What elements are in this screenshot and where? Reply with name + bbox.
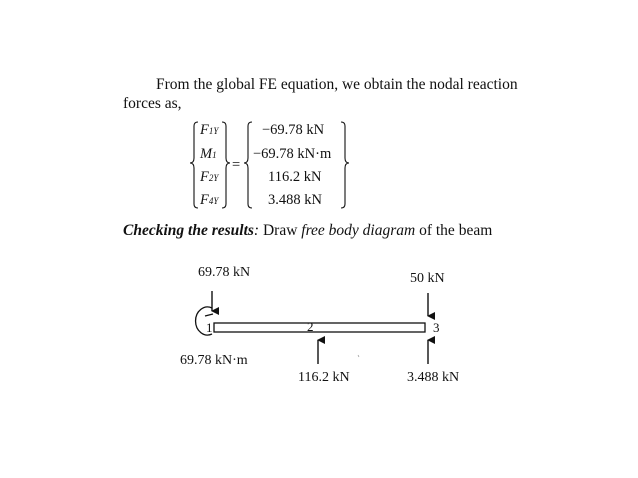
right-reaction-label: 3.488 kN xyxy=(407,370,460,385)
moment-label: 69.78 kN·m xyxy=(180,353,248,368)
intro-line-2: forces as, xyxy=(123,95,182,112)
fbd-phrase: free body diagram xyxy=(301,222,416,239)
beam xyxy=(214,323,425,332)
lhs-f2y: F2Y xyxy=(200,169,219,185)
left-force-label: 69.78 kN xyxy=(198,265,251,280)
rhs-value-3: 116.2 kN xyxy=(268,169,322,185)
lhs-right-brace xyxy=(222,122,230,208)
equals-sign: = xyxy=(232,157,241,173)
right-force-label: 50 kN xyxy=(410,271,445,286)
node-label-3: 3 xyxy=(433,320,440,335)
checking-lead: Checking the results xyxy=(123,222,254,239)
rhs-right-brace xyxy=(341,122,349,208)
rhs-left-brace xyxy=(244,122,252,208)
mid-reaction-label: 116.2 kN xyxy=(298,370,350,385)
lhs-f4y: F4Y xyxy=(200,192,219,208)
lhs-m1: M1 xyxy=(200,146,217,162)
lhs-f1y: F1Y xyxy=(200,122,219,138)
rhs-value-4: 3.488 kN xyxy=(268,192,322,208)
checking-line: Checking the results: Draw free body diagram of the beam xyxy=(123,222,493,239)
intro-line-1: From the global FE equation, we obtain the nodal reaction xyxy=(156,76,518,93)
moment-arrow-head xyxy=(205,314,213,316)
rhs-value-1: −69.78 kN xyxy=(262,122,325,138)
lhs-left-brace xyxy=(190,122,198,208)
node-label-1: 1 xyxy=(206,320,213,335)
rhs-value-2: −69.78 kN·m xyxy=(253,146,332,162)
node-label-2: 2 xyxy=(307,319,314,334)
